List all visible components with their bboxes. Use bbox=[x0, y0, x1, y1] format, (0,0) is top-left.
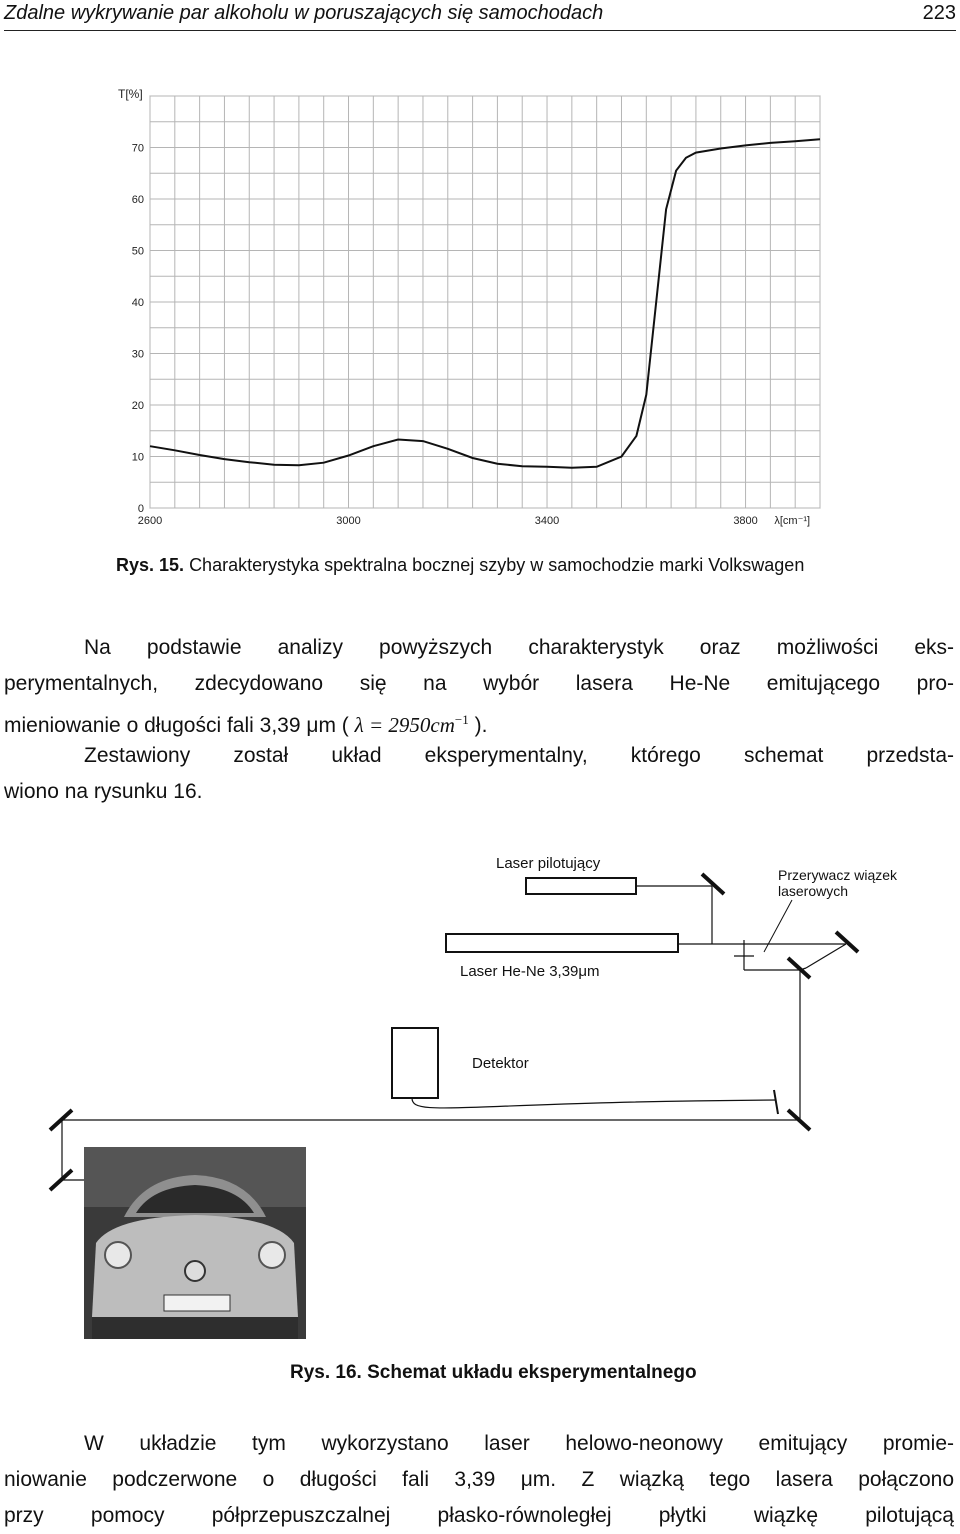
pilot-laser-label: Laser pilotujący bbox=[496, 855, 601, 872]
x-tick-label: 3400 bbox=[534, 515, 560, 527]
headlight-left bbox=[105, 1242, 131, 1268]
page-number: 223 bbox=[922, 2, 956, 24]
paragraph-1 bbox=[4, 630, 954, 810]
spectral-chart bbox=[110, 78, 850, 538]
pilot-laser-box bbox=[526, 878, 636, 894]
figure-15-label: Rys. 15. bbox=[116, 555, 185, 575]
para2-line-2: niowanie podczerwone o długości fali 3,39 μm. Z wiązką tego lasera połączono bbox=[4, 1468, 954, 1491]
header-rule bbox=[4, 30, 956, 31]
hene-label: Laser He-Ne 3,39μm bbox=[460, 963, 600, 980]
hene-laser-box bbox=[446, 934, 678, 952]
switch-label: Przerywacz wiązek bbox=[778, 867, 898, 883]
para2-line-3: przy pomocy półprzepuszczalnej płasko-równoległej płytki wiązkę pilotującą bbox=[4, 1504, 954, 1527]
x-tick-label: 3800 bbox=[733, 515, 758, 527]
y-tick-label: 30 bbox=[131, 348, 144, 361]
mirror-1 bbox=[702, 874, 724, 894]
x-tick-label: 2600 bbox=[137, 515, 163, 527]
y-tick-label: 60 bbox=[131, 194, 144, 206]
para1-line-2: perymentalnych, zdecydowano się na wybór lasera He-Ne emitującego pro- bbox=[4, 672, 954, 695]
figure-16-caption bbox=[290, 1362, 697, 1384]
para1-line-1: Na podstawie analizy powyższych charakterystyk oraz możliwości eks- bbox=[84, 636, 954, 659]
car-logo-badge bbox=[185, 1261, 205, 1281]
para2-line-1: W układzie tym wykorzystano laser helowo-neonowy emitujący promie- bbox=[84, 1432, 954, 1455]
figure-16-text: Schemat układu eksperymentalnego bbox=[367, 1362, 697, 1383]
car-illustration bbox=[84, 1147, 306, 1339]
figure-15-caption bbox=[116, 552, 856, 578]
y-tick-label: 50 bbox=[131, 245, 144, 258]
wavenumber-formula bbox=[355, 713, 469, 737]
car-photo bbox=[84, 1147, 306, 1339]
formula-base: λ = 2950cm bbox=[354, 713, 455, 737]
license-plate bbox=[164, 1295, 230, 1311]
running-header bbox=[4, 2, 956, 30]
running-title: Zdalne wykrywanie par alkoholu w poruszających się samochodach bbox=[4, 2, 604, 24]
y-tick-label: 40 bbox=[131, 297, 144, 309]
x-axis-label: λ[cm⁻¹] bbox=[774, 515, 811, 527]
figure-16-label: Rys. 16. bbox=[290, 1362, 362, 1383]
y-tick-label: 70 bbox=[131, 142, 144, 155]
y-tick-label: 20 bbox=[131, 400, 144, 412]
paragraph-2 bbox=[4, 1426, 954, 1534]
switch-label-2: laserowych bbox=[778, 883, 849, 899]
y-tick-label: 10 bbox=[131, 451, 144, 464]
formula-exponent: −1 bbox=[454, 712, 469, 727]
detector-box bbox=[392, 1028, 438, 1098]
chart-svg bbox=[110, 78, 850, 538]
y-tick-label: 0 bbox=[137, 503, 144, 515]
para1-line-3a: mieniowanie o długości fali 3,39 μm ( bbox=[4, 714, 349, 737]
para1-line-5: wiono na rysunku 16. bbox=[4, 780, 203, 803]
para1-line-3 bbox=[4, 702, 954, 738]
detector-label: Detektor bbox=[472, 1055, 529, 1072]
figure-15-text: Charakterystyka spektralna bocznej szyby w samochodzie marki Volkswagen bbox=[189, 555, 805, 575]
x-tick-label: 3000 bbox=[336, 515, 361, 527]
y-axis-label: T[%] bbox=[118, 87, 143, 101]
para1-line-4: Zestawiony został układ eksperymentalny, którego schemat przedsta- bbox=[84, 744, 954, 767]
mirror-2 bbox=[836, 932, 858, 952]
para1-line-3b: ). bbox=[474, 714, 488, 737]
headlight-right bbox=[259, 1242, 285, 1268]
detector-lens bbox=[774, 1090, 778, 1114]
